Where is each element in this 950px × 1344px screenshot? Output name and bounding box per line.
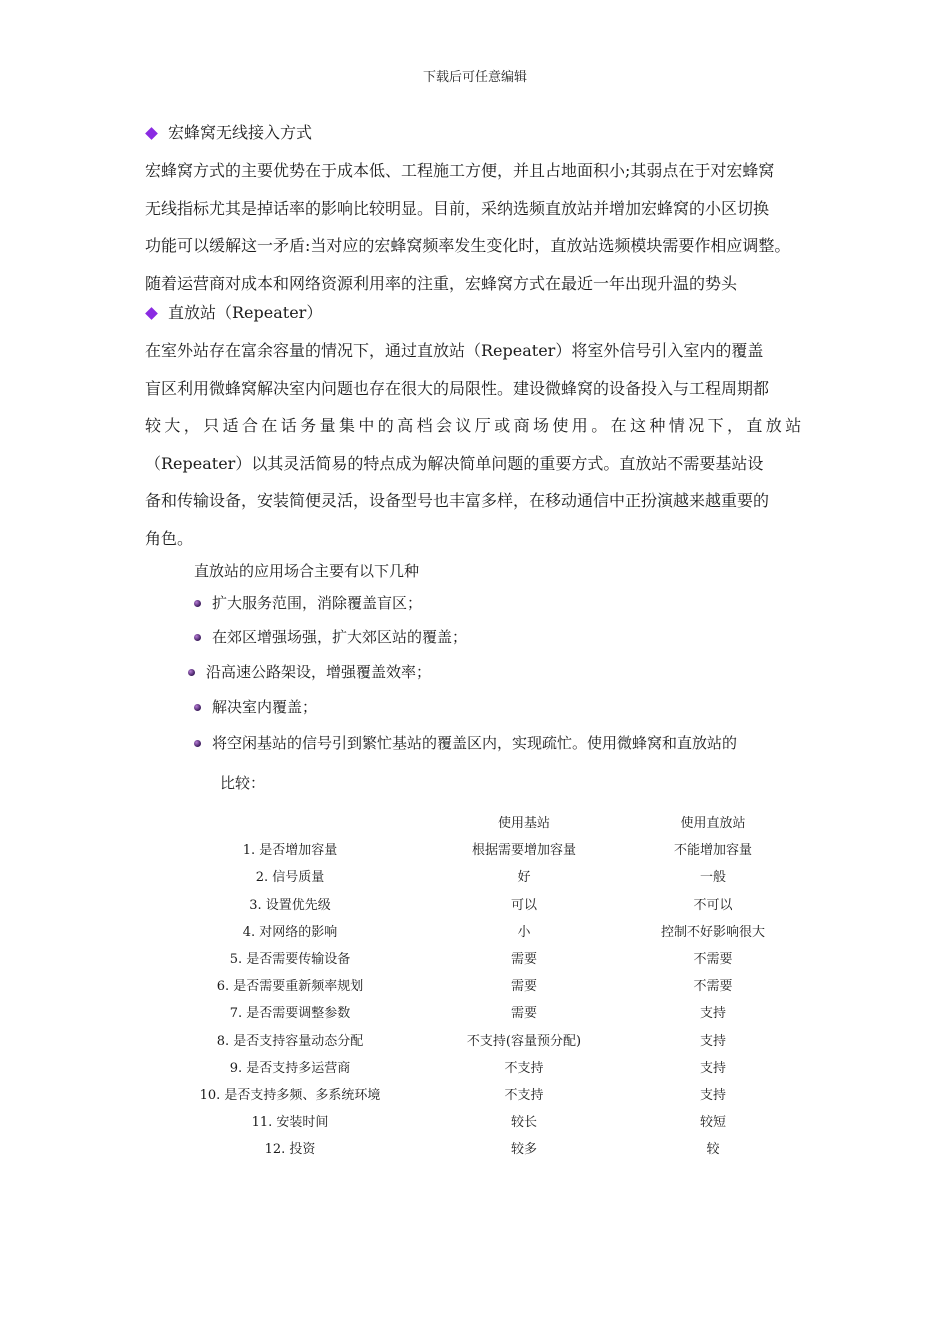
table-row bbox=[180, 1080, 778, 1107]
paragraph-line: 角色。 bbox=[145, 528, 194, 548]
section-heading-text: 宏蜂窝无线接入方式 bbox=[168, 123, 313, 142]
table-row bbox=[180, 835, 778, 862]
table-cell: 需要 bbox=[510, 979, 537, 995]
table-cell: 支持 bbox=[699, 1006, 726, 1022]
table-cell: 支持 bbox=[699, 1060, 726, 1076]
table-header-cell bbox=[180, 808, 400, 835]
table-cell: 可以 bbox=[510, 897, 537, 913]
list-item-text: 沿高速公路架设，增强覆盖效率； bbox=[206, 663, 432, 681]
table-cell: 小 bbox=[517, 924, 531, 940]
table-row bbox=[180, 1134, 778, 1161]
list-item bbox=[188, 661, 431, 683]
table-cell: 需要 bbox=[510, 952, 537, 968]
dot-icon bbox=[194, 704, 201, 711]
list-item-text: 解决室内覆盖； bbox=[212, 698, 318, 716]
list-item-continuation: 比较： bbox=[220, 774, 266, 792]
table-row bbox=[180, 944, 778, 971]
table-header-cell: 使用基站 bbox=[497, 816, 550, 832]
table-cell: 不需要 bbox=[693, 952, 733, 968]
table-cell: 较多 bbox=[510, 1142, 537, 1158]
paragraph-line: 盲区利用微蜂窝解决室内问题也存在很大的局限性。建设微蜂窝的设备投入与工程周期都 bbox=[145, 378, 770, 398]
table-row bbox=[180, 971, 778, 998]
list-item bbox=[194, 626, 467, 648]
paragraph-line: 备和传输设备，安装简便灵活，设备型号也丰富多样，在移动通信中正扮演越来越重要的 bbox=[145, 491, 770, 510]
table-cell: 支持 bbox=[699, 1033, 726, 1049]
table-cell: 不支持 bbox=[504, 1087, 544, 1103]
page-header: 下载后可任意编辑 bbox=[422, 70, 527, 85]
table-cell: 较短 bbox=[699, 1115, 726, 1131]
table-row bbox=[180, 1026, 778, 1053]
diamond-icon bbox=[145, 307, 158, 320]
paragraph-line: 宏蜂窝方式的主要优势在于成本低、工程施工方便，并且占地面积小;其弱点在于对宏蜂窝 bbox=[145, 161, 775, 180]
dot-icon bbox=[188, 669, 195, 676]
dot-icon bbox=[194, 600, 201, 607]
application-intro: 直放站的应用场合主要有以下几种 bbox=[194, 562, 420, 580]
table-row-label: 5. 是否需要传输设备 bbox=[229, 952, 351, 968]
table-cell: 较 bbox=[706, 1142, 720, 1158]
table-cell: 不支持 bbox=[504, 1060, 544, 1076]
table-cell: 需要 bbox=[510, 1006, 537, 1022]
table-cell: 好 bbox=[517, 870, 531, 886]
comparison-table bbox=[180, 808, 778, 1161]
paragraph-line: 功能可以缓解这一矛盾:当对应的宏蜂窝频率发生变化时，直放站选频模块需要作相应调整。 bbox=[145, 236, 791, 255]
table-cell: 一般 bbox=[699, 870, 726, 886]
table-cell: 根据需要增加容量 bbox=[471, 843, 576, 859]
table-row-label: 11. 安装时间 bbox=[251, 1115, 329, 1131]
list-item bbox=[194, 696, 317, 718]
table-row-label: 7. 是否需要调整参数 bbox=[229, 1006, 351, 1022]
table-row-label: 1. 是否增加容量 bbox=[242, 843, 338, 859]
paragraph-line: 较大，只适合在话务量集中的高档会议厅或商场使用。在这种情况下，直放站 bbox=[145, 416, 805, 435]
list-item bbox=[194, 592, 422, 614]
table-header-cell: 使用直放站 bbox=[680, 816, 746, 832]
table-row-label: 3. 设置优先级 bbox=[249, 897, 331, 913]
table-cell: 不支持(容量预分配) bbox=[466, 1033, 582, 1049]
dot-icon bbox=[194, 634, 201, 641]
list-item bbox=[194, 732, 737, 754]
paragraph-line: （Repeater）以其灵活简易的特点成为解决简单问题的重要方式。直放站不需要基站设 bbox=[145, 453, 764, 473]
table-cell: 不需要 bbox=[693, 979, 733, 995]
table-row-label: 6. 是否需要重新频率规划 bbox=[216, 979, 364, 995]
table-row bbox=[180, 890, 778, 917]
table-cell: 不能增加容量 bbox=[673, 843, 752, 859]
section-heading-repeater bbox=[145, 302, 322, 324]
table-row-label: 12. 投资 bbox=[264, 1142, 316, 1158]
table-row-label: 8. 是否支持容量动态分配 bbox=[216, 1033, 364, 1049]
table-row bbox=[180, 917, 778, 944]
list-item-text: 扩大服务范围，消除覆盖盲区； bbox=[212, 594, 423, 612]
table-row bbox=[180, 1107, 778, 1134]
section-heading-macrocell bbox=[145, 122, 312, 144]
section-heading-text: 直放站（Repeater） bbox=[168, 303, 323, 322]
table-cell: 较长 bbox=[510, 1115, 537, 1131]
table-cell: 控制不好影响很大 bbox=[660, 924, 765, 940]
table-cell: 不可以 bbox=[693, 897, 733, 913]
table-row bbox=[180, 1053, 778, 1080]
paragraph-repeater bbox=[145, 332, 825, 557]
list-item-text: 将空闲基站的信号引到繁忙基站的覆盖区内，实现疏忙。使用微蜂窝和直放站的 bbox=[212, 734, 738, 752]
table-cell: 支持 bbox=[699, 1087, 726, 1103]
table-row-label: 10. 是否支持多频、多系统环境 bbox=[199, 1087, 381, 1103]
table-row-label: 4. 对网络的影响 bbox=[242, 924, 338, 940]
paragraph-line: 无线指标尤其是掉话率的影响比较明显。目前，采纳选频直放站并增加宏蜂窝的小区切换 bbox=[145, 198, 770, 218]
table-header-row bbox=[180, 808, 778, 835]
paragraph-line: 随着运营商对成本和网络资源利用率的注重，宏蜂窝方式在最近一年出现升温的势头 bbox=[145, 273, 738, 293]
table-row-label: 9. 是否支持多运营商 bbox=[229, 1060, 351, 1076]
paragraph-macrocell bbox=[145, 152, 825, 302]
table-row bbox=[180, 998, 778, 1025]
table-row bbox=[180, 862, 778, 889]
list-item-text: 在郊区增强场强，扩大郊区站的覆盖； bbox=[212, 628, 468, 646]
table-row-label: 2. 信号质量 bbox=[255, 870, 325, 886]
diamond-icon bbox=[145, 127, 158, 140]
dot-icon bbox=[194, 740, 201, 747]
paragraph-line: 在室外站存在富余容量的情况下，通过直放站（Repeater）将室外信号引入室内的覆盖 bbox=[145, 341, 764, 360]
